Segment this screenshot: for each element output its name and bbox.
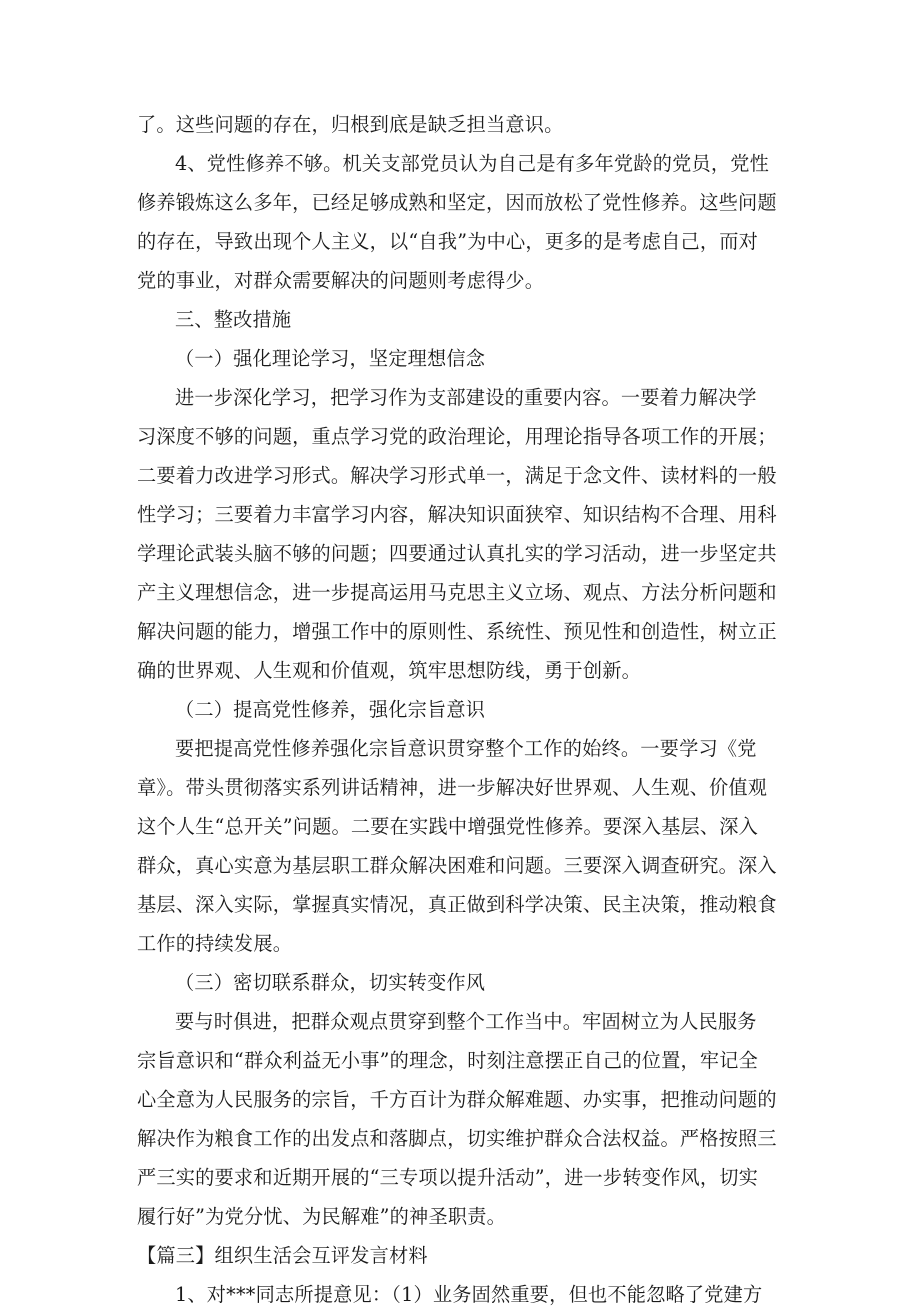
body-text-line: 性学习；三要着力丰富学习内容，解决知识面狭窄、知识结构不合理、用科 [137, 503, 777, 526]
body-text-line: 这个人生“总开关”问题。二要在实践中增强党性修养。要深入基层、深入 [137, 815, 759, 838]
body-text-line: 党的事业，对群众需要解决的问题则考虑得少。 [137, 269, 545, 292]
part-heading: 【篇三】组织生活会互评发言材料 [137, 1244, 428, 1267]
body-text-line: 确的世界观、人生观和价值观，筑牢思想防线，勇于创新。 [137, 659, 642, 682]
subsection-heading: （三）密切联系群众，切实转变作风 [175, 971, 486, 994]
paragraph-start: 进一步深化学习，把学习作为支部建设的重要内容。一要着力解决学 [175, 386, 757, 409]
body-text-line: 心全意为人民服务的宗旨，千方百计为群众解难题、办实事，把推动问题的 [137, 1088, 777, 1111]
paragraph-start: 要把提高党性修养强化宗旨意识贯穿整个工作的始终。一要学习《党 [175, 737, 757, 760]
body-text-line: 严三实的要求和近期开展的“三专项以提升活动”，进一步转变作风，切实 [137, 1166, 759, 1189]
body-text-line: 学理论武装头脑不够的问题；四要通过认真扎实的学习活动，进一步坚定共 [137, 542, 777, 565]
paragraph-start: 1、对***同志所提意见：（1）业务固然重要，但也不能忽略了党建方 [175, 1283, 763, 1306]
body-text-line: 了。这些问题的存在，归根到底是缺乏担当意识。 [137, 113, 564, 136]
subsection-heading: （一）强化理论学习，坚定理想信念 [175, 347, 486, 370]
body-text-line: 习深度不够的问题，重点学习党的政治理论，用理论指导各项工作的开展； [137, 425, 777, 448]
body-text-line: 二要着力改进学习形式。解决学习形式单一，满足于念文件、读材料的一般 [137, 464, 777, 487]
numbered-paragraph-start: 4、党性修养不够。机关支部党员认为自己是有多年党龄的党员，党性 [175, 152, 770, 175]
section-heading: 三、整改措施 [175, 308, 292, 331]
body-text-line: 解决作为粮食工作的出发点和落脚点，切实维护群众合法权益。严格按照三 [137, 1127, 777, 1150]
body-text-line: 宗旨意识和“群众利益无小事”的理念，时刻注意摆正自己的位置，牢记全 [137, 1049, 759, 1072]
body-text-line: 群众，真心实意为基层职工群众解决困难和问题。三要深入调查研究。深入 [137, 854, 777, 877]
body-text-line: 履行好”为党分忧、为民解难”的神圣职责。 [137, 1205, 506, 1228]
body-text-line: 的存在，导致出现个人主义，以“自我”为中心，更多的是考虑自己，而对 [137, 230, 759, 253]
subsection-heading: （二）提高党性修养，强化宗旨意识 [175, 698, 486, 721]
body-text-line: 产主义理想信念，进一步提高运用马克思主义立场、观点、方法分析问题和 [137, 581, 777, 604]
body-text-line: 修养锻炼这么多年，已经足够成熟和坚定，因而放松了党性修养。这些问题 [137, 191, 777, 214]
body-text-line: 章》。带头贯彻落实系列讲话精神，进一步解决好世界观、人生观、价值观 [137, 776, 768, 799]
body-text-line: 基层、深入实际，掌握真实情况，真正做到科学决策、民主决策，推动粮食 [137, 893, 777, 916]
paragraph-start: 要与时俱进，把群众观点贯穿到整个工作当中。牢固树立为人民服务 [175, 1010, 757, 1033]
body-text-line: 解决问题的能力，增强工作中的原则性、系统性、预见性和创造性，树立正 [137, 620, 777, 643]
body-text-line: 工作的持续发展。 [137, 932, 293, 955]
